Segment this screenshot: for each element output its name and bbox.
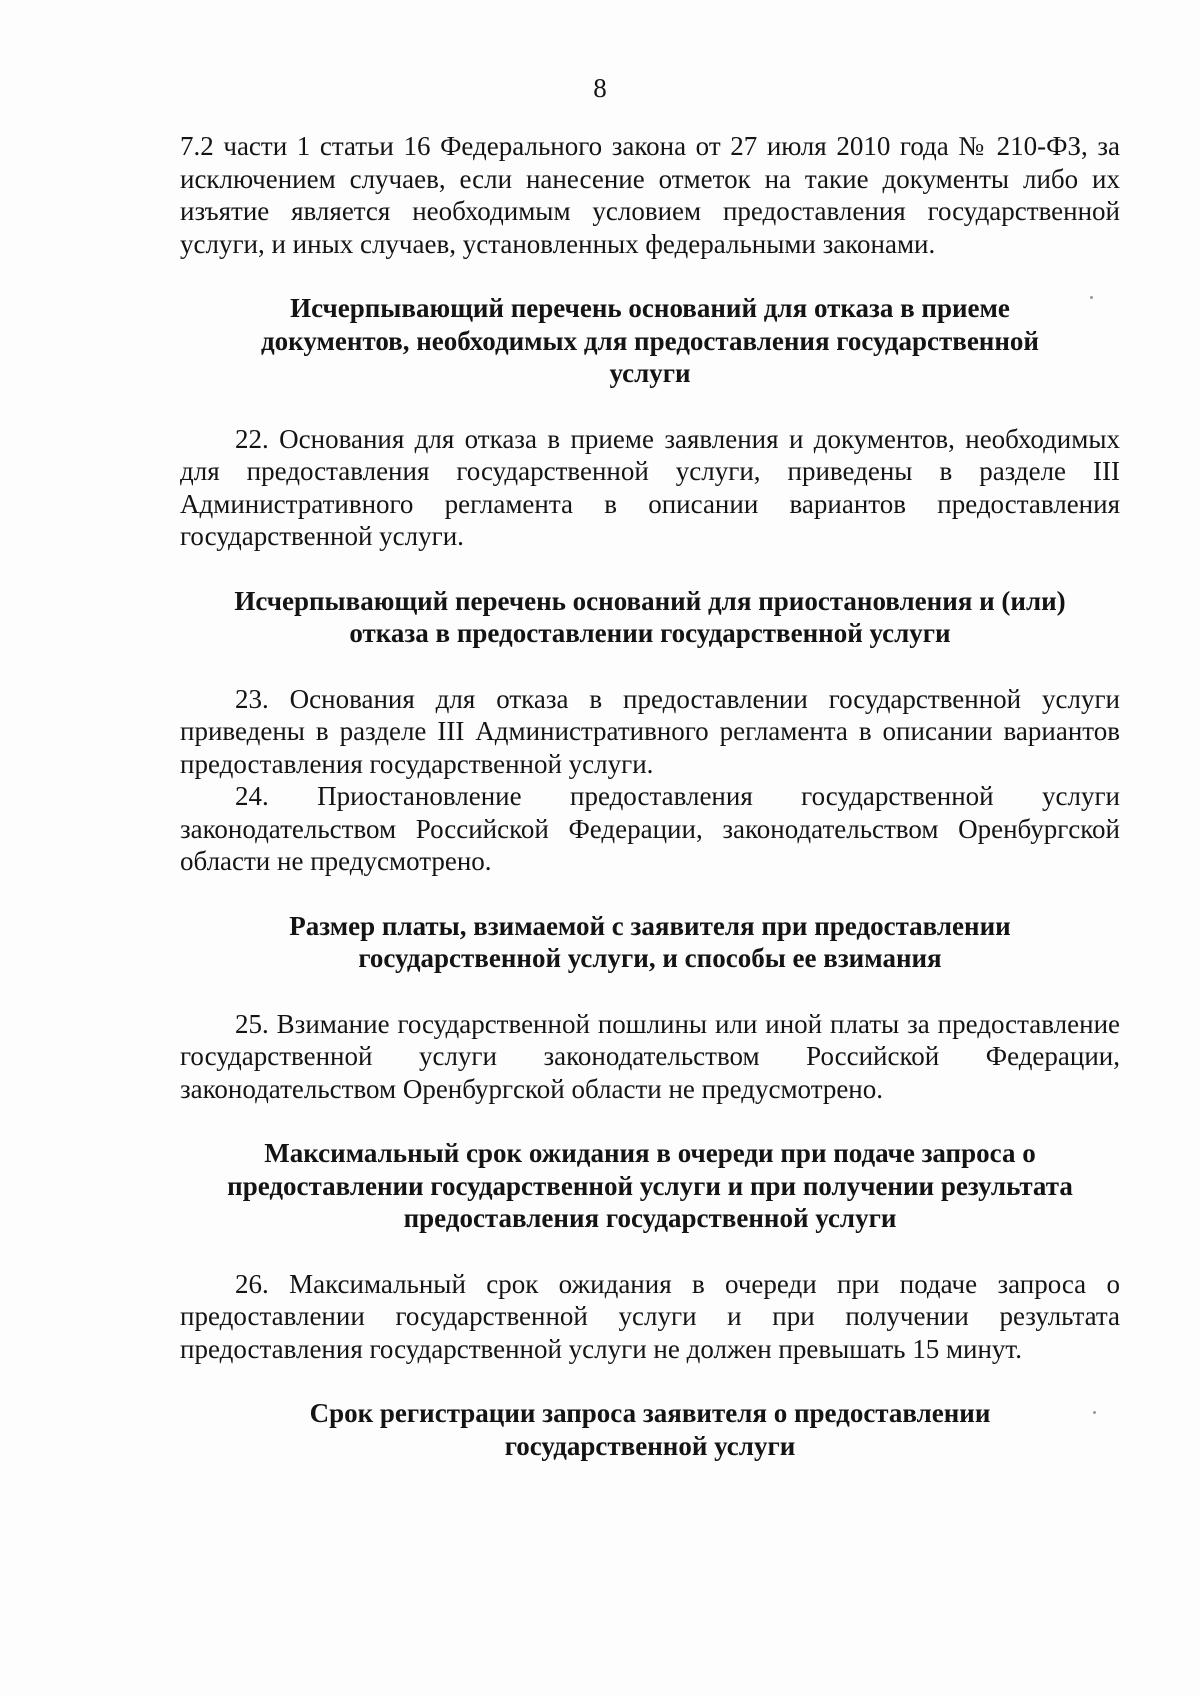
page-number: 8 xyxy=(593,73,607,103)
paragraph-24: 24. Приостановление предоставления государственной услуги законодательством Российской Федерации, законодательством Оренбургской области не предусмотрено. xyxy=(180,781,1120,876)
scan-speck xyxy=(1093,1411,1096,1414)
paragraph-25: 25. Взимание государственной пошлины или иной платы за предоставление государственной услуги законодательством Российской Федерации, законодательством Оренбургской области не предусмотрено. xyxy=(180,1008,1120,1104)
paragraph-26: 26. Максимальный срок ожидания в очереди при подаче запроса о предоставлении государственной услуги и при получении результата предоставления государственной услуги не должен превышать 15 минут. xyxy=(180,1268,1120,1364)
heading-refusal-documents: Исчерпывающий перечень оснований для отказа в приеме документов, необходимых для предоставления государственной услуги xyxy=(261,293,1039,388)
heading-fee: Размер платы, взимаемой с заявителя при предоставлении государственной услуги, и способы ее взимания xyxy=(289,910,1011,973)
paragraph-22: 22. Основания для отказа в приеме заявления и документов, необходимых для предоставления государственной услуги, приведены в разделе III Административного регламента в описании вариантов предоставления государственной услуги. xyxy=(180,423,1120,551)
paragraph-23: 23. Основания для отказа в предоставлении государственной услуги приведены в разделе III Административного регламента в описании вариантов предоставления государственной услуги. xyxy=(180,683,1120,779)
heading-queue-time: Максимальный срок ожидания в очереди при подаче запроса о предоставлении государственной услуги и при получении результата предоставления государственной услуги xyxy=(227,1138,1073,1233)
scan-speck xyxy=(1090,296,1093,299)
document-body xyxy=(180,130,1120,1462)
intro-paragraph: 7.2 части 1 статьи 16 Федерального закона от 27 июля 2010 года № 210-ФЗ, за исключением случаев, если нанесение отметок на такие документы либо их изъятие является необходимым условием предоставления государственной услуги, и иных случаев, установленных федеральными законами. xyxy=(180,131,1120,259)
heading-suspension-refusal: Исчерпывающий перечень оснований для приостановления и (или) отказа в предоставлении государственной услуги xyxy=(234,585,1066,648)
heading-registration-term: Срок регистрации запроса заявителя о предоставлении государственной услуги xyxy=(309,1398,991,1461)
